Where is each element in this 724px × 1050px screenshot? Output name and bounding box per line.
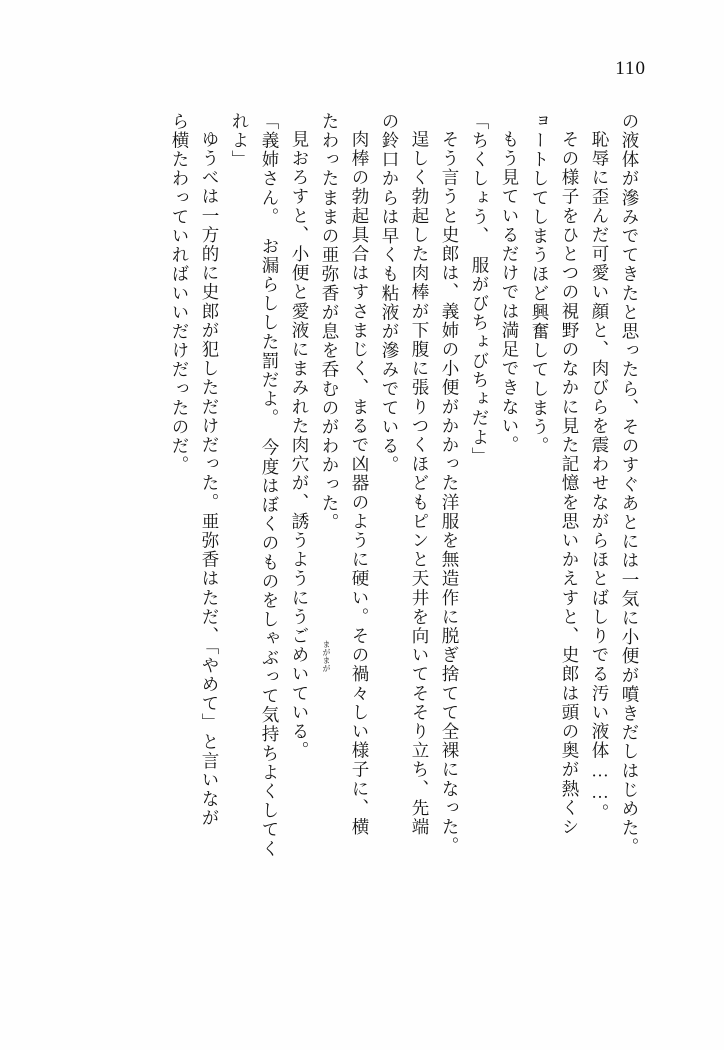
text-column: ゆうべは一方的に史郎が犯しただけだった。亜弥香はただ、「やめて」と言いなが bbox=[200, 130, 220, 828]
text-column: 恥辱に歪んだ可愛い顔と、肉びらを震わせながらほとばしりでる汚い液体……。 bbox=[590, 130, 610, 823]
page-number: 110 bbox=[615, 58, 646, 79]
text-column: 「ちくしょう、 服がびちょびちょだよ」 bbox=[470, 112, 490, 467]
text-column: の鈴口からは早くも粘液が滲みでている。 bbox=[380, 112, 400, 475]
text-column: たわったままの亜弥香が息を呑むのがわかった。 bbox=[320, 112, 340, 533]
text-column: その様子をひとつの視野のなかに見た記憶を思いかえすと、史郎は頭の奥が熱くシ bbox=[560, 130, 580, 837]
text-column: ョートしてしまうほど興奮してしまう。 bbox=[530, 112, 550, 456]
ruby-annotation: まがまが bbox=[322, 640, 331, 672]
text-column: 肉棒の勃起具合はすさまじく、まるで凶器のように硬い。その禍々しい様子に、横 bbox=[350, 130, 370, 837]
vertical-text-body bbox=[86, 112, 638, 982]
text-column: ら横たわっていればいいだけだったのだ。 bbox=[170, 112, 190, 475]
text-column: 「義姉さん。 お漏らしした罰だよ。 今度はぼくのものをしゃぶって気持ちよくしてく bbox=[260, 112, 280, 859]
text-column: 見おろすと、小便と愛液にまみれた肉穴が、誘うようにうごめいている。 bbox=[290, 130, 310, 761]
text-column: そう言うと史郎は、義姉の小便がかかった洋服を無造作に脱ぎ捨てて全裸になった。 bbox=[440, 130, 460, 856]
text-column: れよ」 bbox=[230, 112, 250, 170]
text-column: 逞しく勃起した肉棒が下腹に張りつくほどもピンと天井を向いてそそり立ち、先端 bbox=[410, 130, 430, 837]
text-column: もう見ているだけでは満足できない。 bbox=[500, 130, 520, 455]
text-column: の液体が滲みでてきたと思ったら、そのすぐあとには一気に小便が噴きだしはじめた。 bbox=[620, 112, 640, 857]
